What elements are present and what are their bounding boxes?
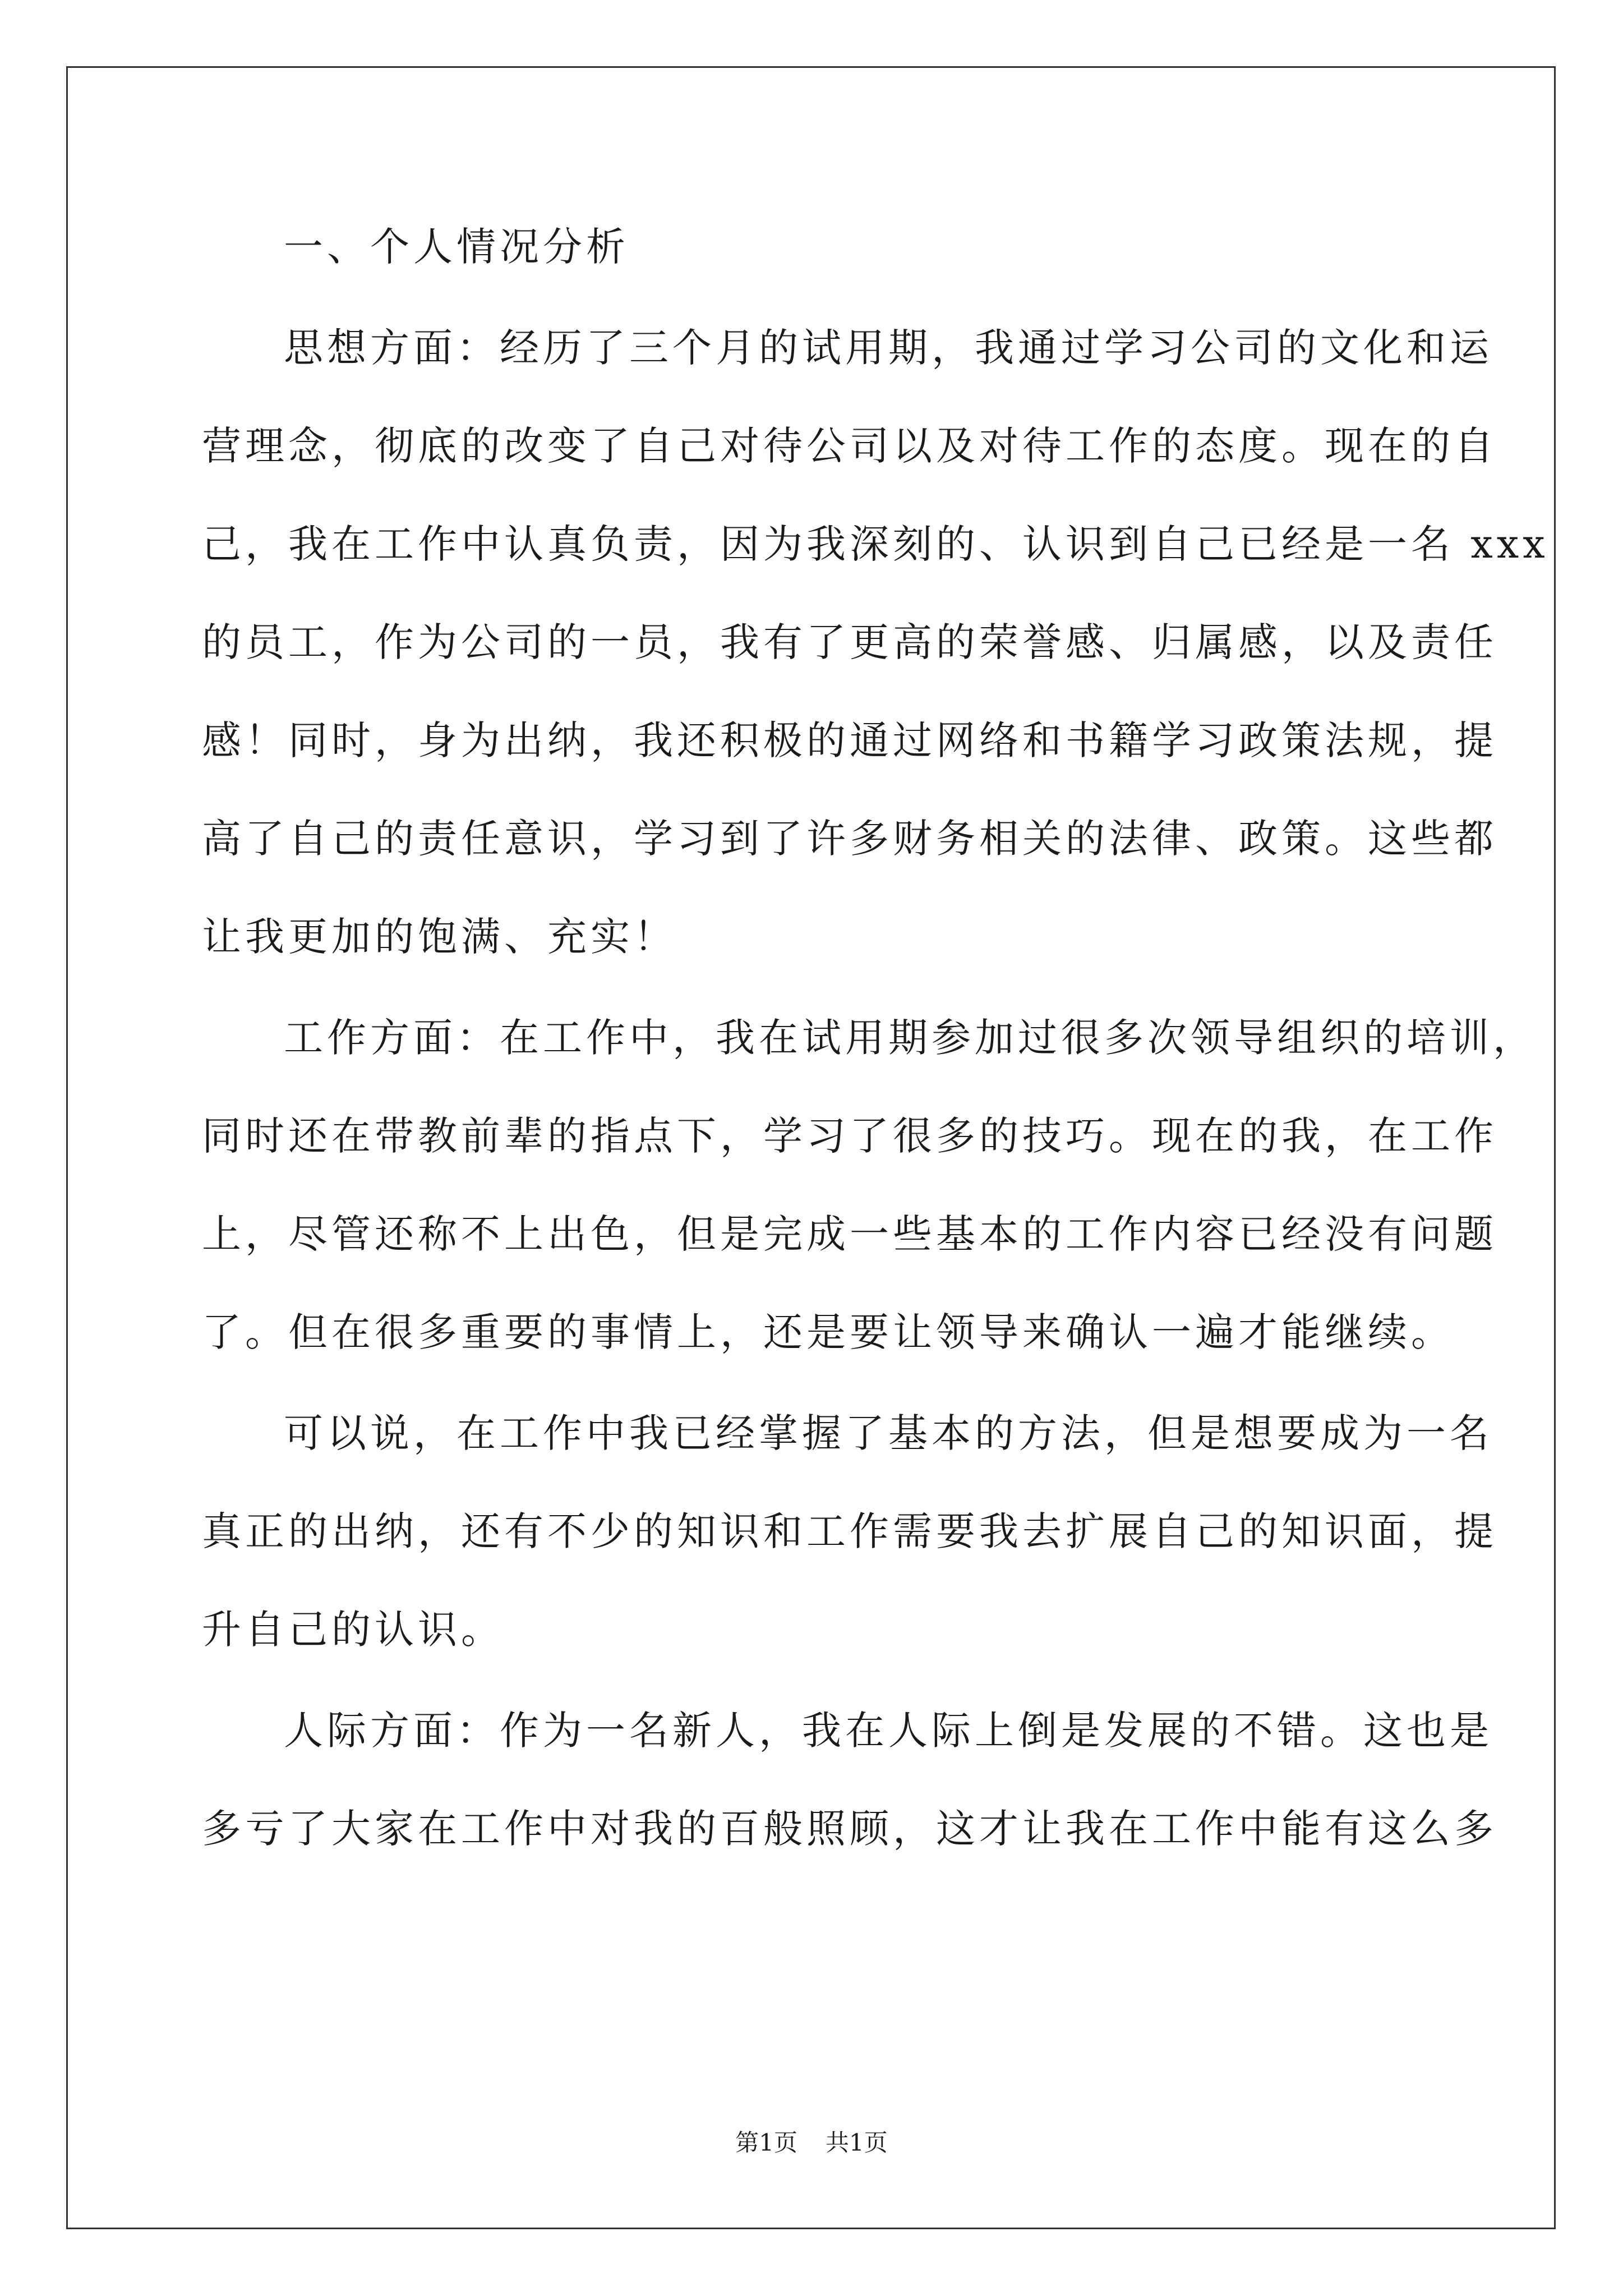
paragraph-line: 营理念，彻底的改变了自己对待公司以及对待工作的态度。现在的自 [202, 423, 1497, 469]
page-number: 第1页 [735, 2129, 797, 2156]
paragraph-line: 的员工，作为公司的一员，我有了更高的荣誉感、归属感，以及责任 [202, 619, 1497, 665]
paragraph-line: 人际方面：作为一名新人，我在人际上倒是发展的不错。这也是 [284, 1708, 1493, 1754]
paragraph-line: 同时还在带教前辈的指点下，学习了很多的技巧。现在的我，在工作 [202, 1113, 1497, 1159]
paragraph-line: 上，尽管还称不上出色，但是完成一些基本的工作内容已经没有问题 [202, 1211, 1497, 1257]
page-footer [0, 2126, 1623, 2160]
paragraph-line: 己，我在工作中认真负责，因为我深刻的、认识到自己已经是一名 xxx [202, 521, 1549, 567]
paragraph-line: 感！同时，身为出纳，我还积极的通过网络和书籍学习政策法规，提 [202, 717, 1497, 763]
paragraph-line: 多亏了大家在工作中对我的百般照顾，这才让我在工作中能有这么多 [202, 1806, 1497, 1852]
paragraph-line: 工作方面：在工作中，我在试用期参加过很多次领导组织的培训， [284, 1015, 1536, 1061]
paragraph-line: 思想方面：经历了三个月的试用期，我通过学习公司的文化和运 [284, 325, 1493, 371]
section-heading: 一、个人情况分析 [284, 224, 629, 270]
total-pages: 共1页 [826, 2129, 888, 2156]
paragraph-line: 真正的出纳，还有不少的知识和工作需要我去扩展自己的知识面，提 [202, 1508, 1497, 1554]
paragraph-line: 可以说，在工作中我已经掌握了基本的方法，但是想要成为一名 [284, 1410, 1493, 1456]
paragraph-line: 高了自己的责任意识，学习到了许多财务相关的法律、政策。这些都 [202, 816, 1497, 862]
paragraph-line: 了。但在很多重要的事情上，还是要让领导来确认一遍才能继续。 [202, 1309, 1454, 1355]
paragraph-line: 升自己的认识。 [202, 1607, 504, 1653]
paragraph-line: 让我更加的饱满、充实！ [202, 914, 677, 960]
